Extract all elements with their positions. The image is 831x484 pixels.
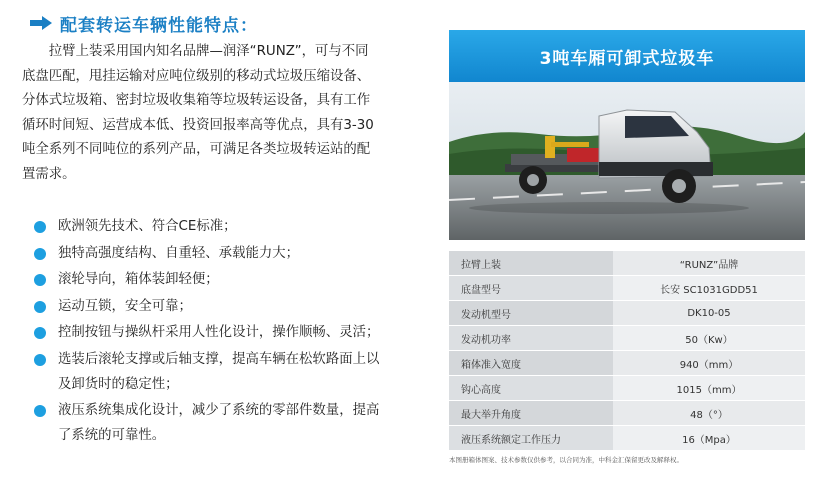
arrow-right-icon bbox=[30, 16, 52, 30]
spec-label: 底盘型号 bbox=[449, 276, 613, 301]
disclaimer-note: 本图册箱体图案、技术参数仅供参考，以合同为准，中科金汇保留更改及解释权。 bbox=[449, 456, 683, 464]
feature-list bbox=[30, 215, 390, 450]
feature-item bbox=[30, 295, 390, 320]
spec-value: 长安 SC1031GDD51 bbox=[613, 276, 805, 301]
bullet-dot-icon bbox=[34, 301, 46, 313]
spec-label: 最大举升角度 bbox=[449, 401, 613, 426]
feature-text: 欧洲领先技术、符合CE标准； bbox=[58, 219, 237, 234]
table-row bbox=[449, 426, 805, 451]
intro-paragraph: 拉臂上装采用国内知名品牌—润泽“RUNZ”，可与不同底盘匹配，甩挂运输对应吨位级别的移动式垃圾压缩设备、分体式垃圾箱、密封垃圾收集箱等垃圾转运设备，具有工作循环时间短、运营成本低、投资回报率高等优点，具有3-30吨全系列不同吨位的系列产品，可满足各类垃圾转运站的配置需求。 bbox=[22, 44, 374, 182]
bullet-dot-icon bbox=[34, 405, 46, 417]
table-row bbox=[449, 251, 805, 276]
table-row bbox=[449, 351, 805, 376]
spec-label: 液压系统额定工作压力 bbox=[449, 426, 613, 451]
table-row bbox=[449, 276, 805, 301]
product-card bbox=[449, 30, 805, 464]
feature-item bbox=[30, 321, 390, 346]
feature-text: 控制按钮与操纵杆采用人性化设计，操作顺畅、灵活； bbox=[58, 325, 380, 341]
table-row bbox=[449, 401, 805, 426]
spec-label: 箱体准入宽度 bbox=[449, 351, 613, 376]
bullet-dot-icon bbox=[34, 354, 46, 366]
bullet-dot-icon bbox=[34, 274, 46, 286]
spec-label: 发动机型号 bbox=[449, 301, 613, 326]
spec-label: 拉臂上装 bbox=[449, 251, 613, 276]
feature-item bbox=[30, 348, 390, 397]
feature-text: 液压系统集成化设计，减少了系统的零部件数量，提高了系统的可靠性。 bbox=[58, 403, 380, 443]
section-heading bbox=[30, 10, 258, 36]
bullet-dot-icon bbox=[34, 221, 46, 233]
section-title: 配套转运车辆性能特点： bbox=[60, 15, 258, 36]
spec-value: “RUNZ”品牌 bbox=[613, 251, 805, 276]
product-title: 3吨车厢可卸式垃圾车 bbox=[539, 48, 715, 69]
spec-value: 940（mm） bbox=[613, 351, 805, 376]
spec-label: 钩心高度 bbox=[449, 376, 613, 401]
spec-table bbox=[449, 251, 805, 451]
bullet-dot-icon bbox=[34, 248, 46, 260]
feature-item bbox=[30, 242, 390, 267]
bullet-dot-icon bbox=[34, 327, 46, 339]
table-row bbox=[449, 376, 805, 401]
spec-label: 发动机功率 bbox=[449, 326, 613, 351]
spec-value: DK10-05 bbox=[613, 301, 805, 326]
feature-text: 独特高强度结构、自重轻、承载能力大； bbox=[58, 245, 300, 261]
product-title-banner bbox=[449, 30, 805, 82]
feature-item bbox=[30, 268, 390, 293]
spec-value: 16（Mpa） bbox=[613, 426, 805, 451]
feature-item bbox=[30, 215, 390, 240]
table-row bbox=[449, 301, 805, 326]
feature-item bbox=[30, 399, 390, 448]
spec-value: 48（°） bbox=[613, 401, 805, 426]
spec-value: 50（Kw） bbox=[613, 326, 805, 351]
feature-text: 滚轮导向，箱体装卸轻便； bbox=[58, 272, 219, 288]
table-row bbox=[449, 326, 805, 351]
feature-text: 运动互锁，安全可靠； bbox=[58, 298, 192, 314]
feature-text: 选装后滚轮支撑或后轴支撑，提高车辆在松软路面上以及卸货时的稳定性； bbox=[58, 351, 380, 392]
truck-photo bbox=[449, 82, 805, 240]
spec-value: 1015（mm） bbox=[613, 376, 805, 401]
